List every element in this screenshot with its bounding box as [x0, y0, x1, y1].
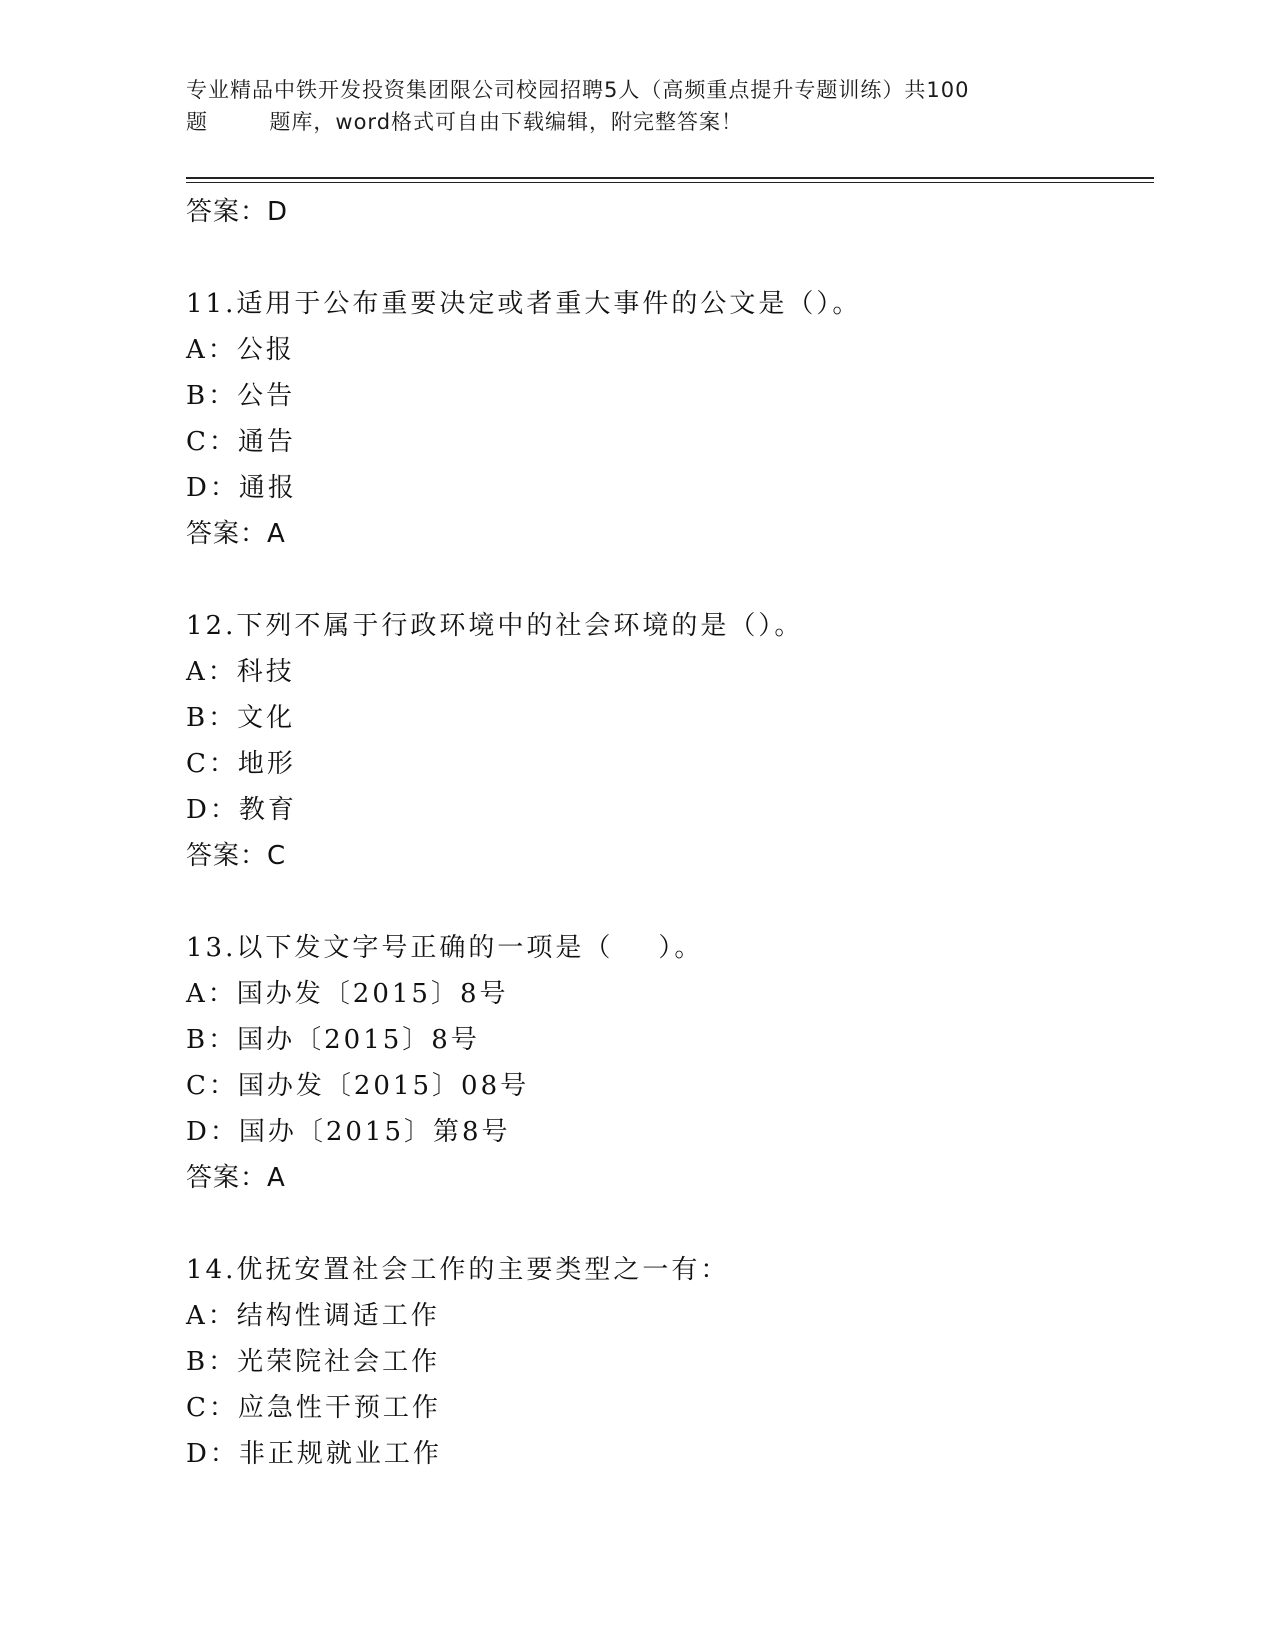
option-b: B：光荣院社会工作 — [186, 1347, 441, 1377]
option-d: D：通报 — [186, 473, 297, 503]
option-d: D：非正规就业工作 — [186, 1439, 442, 1469]
document-body — [186, 189, 1166, 1477]
question-block — [186, 1247, 1166, 1477]
question-stem: 14.优抚安置社会工作的主要类型之一有： — [186, 1255, 730, 1285]
header-title-line-2: 题 题库，word格式可自由下载编辑，附完整答案！ — [186, 110, 744, 134]
question-stem: 11.适用于公布重要决定或者重大事件的公文是（）。 — [186, 289, 862, 319]
header-divider-thick — [186, 177, 1154, 179]
question-block — [186, 603, 1166, 879]
option-c: C：应急性干预工作 — [186, 1393, 441, 1423]
header-title-line-1: 专业精品中铁开发投资集团限公司校园招聘5人（高频重点提升专题训练）共100 — [186, 78, 970, 102]
answer-line: 答案：C — [186, 841, 287, 871]
spacer — [186, 235, 1166, 281]
answer-line: 答案：D — [186, 197, 289, 227]
question-block — [186, 281, 1166, 557]
option-a: A：科技 — [186, 657, 295, 687]
question-stem: 13.以下发文字号正确的一项是（ ）。 — [186, 933, 704, 963]
option-a: A：国办发〔2015〕8号 — [186, 979, 509, 1009]
spacer — [186, 879, 1166, 925]
option-a: A：公报 — [186, 335, 295, 365]
question-block — [186, 925, 1166, 1201]
option-c: C：通告 — [186, 427, 296, 457]
question-stem: 12.下列不属于行政环境中的社会环境的是（）。 — [186, 611, 804, 641]
document-header — [186, 74, 1086, 138]
option-d: D：国办〔2015〕第8号 — [186, 1117, 511, 1147]
option-c: C：国办发〔2015〕08号 — [186, 1071, 530, 1101]
option-c: C：地形 — [186, 749, 296, 779]
option-d: D：教育 — [186, 795, 297, 825]
answer-line: 答案：A — [186, 1163, 286, 1193]
answer-line: 答案：A — [186, 519, 286, 549]
option-b: B：公告 — [186, 381, 296, 411]
spacer — [186, 557, 1166, 603]
option-b: B：国办〔2015〕8号 — [186, 1025, 480, 1055]
option-a: A：结构性调适工作 — [186, 1301, 440, 1331]
header-divider-thin — [186, 182, 1154, 183]
option-b: B：文化 — [186, 703, 296, 733]
spacer — [186, 1201, 1166, 1247]
